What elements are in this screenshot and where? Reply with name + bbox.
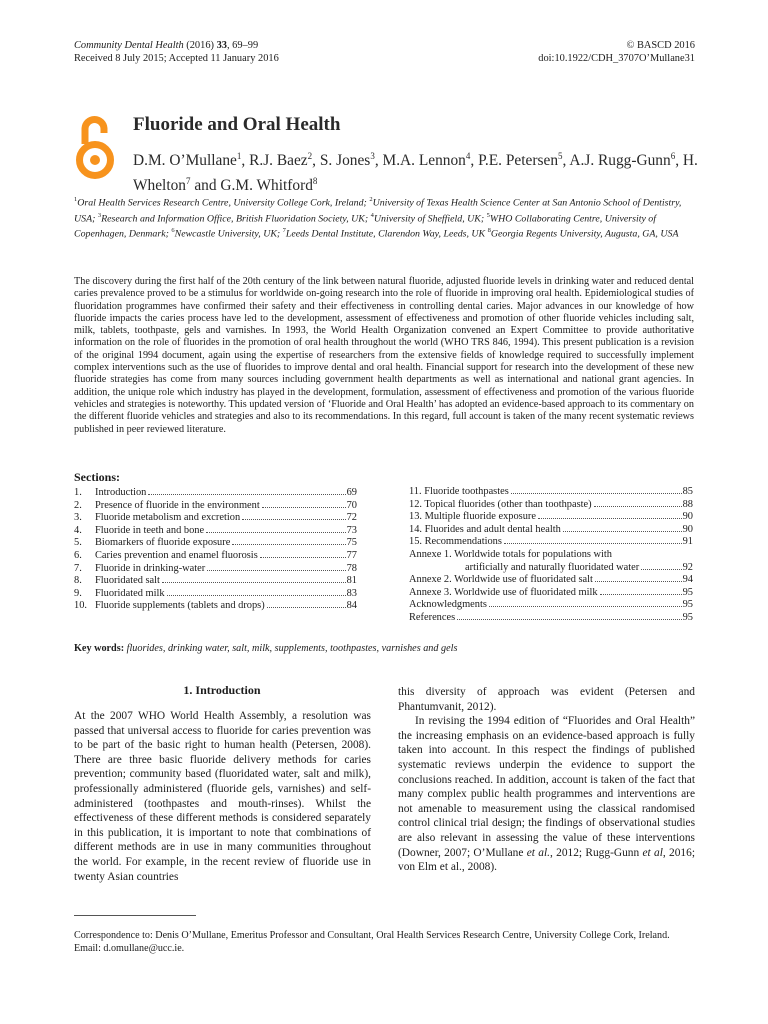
toc-dot-leader: [207, 570, 345, 571]
toc-entry-page: 78: [346, 562, 357, 574]
toc-entry-page: 90: [682, 523, 693, 535]
toc-dot-leader: [489, 606, 682, 607]
toc-entry-label: Fluoridated milk: [95, 587, 165, 599]
author-name: G.M. Whitford: [220, 177, 313, 195]
toc-entry-label: Fluoride supplements (tablets and drops): [95, 600, 265, 612]
toc-dot-leader: [595, 581, 682, 582]
author-affiliation-marker: 2: [307, 151, 313, 161]
toc-dot-leader: [167, 595, 346, 596]
toc-entry-label: 12. Topical fluorides (other than toothpaste): [409, 498, 592, 510]
toc-dot-leader: [206, 532, 346, 533]
affiliation-text: University of Sheffield, UK;: [373, 213, 487, 224]
toc-entry: [409, 536, 693, 549]
affiliation-marker: 7: [282, 227, 286, 235]
toc-entry-page: 90: [682, 511, 693, 523]
toc-entry-number: 9.: [74, 587, 82, 599]
toc-entry-page: 81: [346, 575, 357, 587]
toc-entry-label: References: [409, 611, 456, 623]
author-affiliation-marker: 4: [465, 151, 471, 161]
toc-dot-leader: [242, 519, 345, 520]
affiliation-text: Research and Information Office, British Fluoridation Society, UK;: [101, 213, 371, 224]
toc-dot-leader: [538, 518, 682, 519]
toc-entry-label: 11. Fluoride toothpastes: [409, 486, 509, 497]
affiliation-text: University of Texas Health Science Center at San Antonio School of Dentistry, USA;: [74, 197, 682, 224]
toc-entry-page: 72: [346, 512, 357, 524]
toc-entry: [74, 487, 357, 500]
toc-entry-label: 15. Recommendations: [409, 536, 502, 548]
author-name: D.M. O’Mullane: [133, 152, 237, 170]
running-header-right: [538, 39, 695, 65]
journal-citation: Community Dental Health (2016) 33, 69–99: [74, 40, 259, 51]
affiliation-marker: 6: [171, 227, 175, 235]
toc-entry: [409, 612, 693, 625]
author-affiliation-marker: 8: [312, 176, 318, 187]
toc-entry: [74, 575, 357, 588]
abstract: The discovery during the first half of the 20th century of the link between natural fluoride, adjusted fluoride levels in drinking water and reduced dental caries prevalence proved to be a stimulus for worldwide on-going research into the role of fluoride in improving oral health. Epidemiological studies of fluoridation programmes have confirmed their safety and their effectiveness in controlling dental caries. Major advances in our knowledge of how fluoride impacts the caries process have led to the development, assessment of effectiveness and promotion of other fluoride vehicles including salt, milk, tablets, toothpaste, gels and varnishes. In 1993, the World Health Organization convened an Expert Committee to provide authoritative information on the role of fluorides in the promotion of oral health throughout the world (WHO TRS 846, 1994). This present publication is a revision of the original 1994 document, again using the expertise of researchers from the extensive fields of knowledge required to successfully implement complex interventions such as the use of fluorides to improve dental and oral health. Financial support for research into the development of these new fluoride strategies has come from many sources including government health departments as well as international and national grant agencies. In addition, the unique role which industry has played in the development, formulation, assessment of effectiveness and promotion of the various fluoride vehicles and strategies is noteworthy. This updated version of ‘Fluoride and Oral Health’ has adopted an evidence-based approach to its commentary on the different fluoride vehicles and strategies and also to its recommendations. In this regard, full account is taken of the many recent systematic reviews published in peer reviewed literature.: [74, 276, 694, 435]
affiliation-marker: 8: [487, 227, 491, 235]
toc-entry-label: Fluoridated salt: [95, 575, 160, 587]
sections-heading: Sections:: [74, 470, 120, 484]
footnote-divider: [74, 915, 196, 916]
toc-entry: [409, 511, 693, 524]
toc-entry-label: Caries prevention and enamel fluorosis: [95, 549, 258, 561]
toc-entry-number: 7.: [74, 562, 82, 574]
author-name: M.A. Lennon: [382, 152, 466, 170]
toc-entry-label: Fluoride in drinking-water: [95, 562, 206, 574]
toc-entry-number: 2.: [74, 499, 82, 511]
toc-entry-page: 70: [346, 499, 357, 511]
toc-entry-page: 95: [682, 611, 693, 623]
author-affiliation-marker: 5: [558, 151, 563, 161]
toc-dot-leader: [563, 531, 682, 532]
copyright: © BASCD 2016: [626, 40, 695, 51]
author-name: A.J. Rugg-Gunn: [569, 152, 671, 170]
toc-entry: [74, 600, 357, 613]
affiliation-marker: 3: [97, 211, 102, 219]
toc-right-column: [409, 486, 693, 625]
toc-entry-label: artificially and naturally fluoridated water: [465, 561, 640, 573]
journal-name: Community Dental Health: [74, 40, 184, 51]
correspondence-footnote: Correspondence to: Denis O’Mullane, Emeritus Professor and Consultant, Oral Health Services Research Centre, University College Cork, Ireland. Email: d.omullane@ucc.ie.: [74, 930, 670, 954]
toc-dot-leader: [148, 494, 345, 495]
intro-paragraph-1: At the 2007 WHO World Health Assembly, a resolution was passed that universal access to fluoride for caries prevention was to be part of the basic right to human health (Petersen, 2008). There are three basic fluoride delivery methods for caries prevention; community based (fluoridated water, salt and milk), professionally administered (fluoride gels, varnishes) and self-administered (toothpastes and mouth-rinses). Whilst the effectiveness of these different methods is considered separately in this publication, it is important to note that combinations of different methods are in use in many communities throughout the world. For example, in the recent review of fluoride use in twenty Asian countries: [74, 710, 371, 883]
toc-entry: [409, 524, 693, 537]
toc-entry: [74, 550, 357, 563]
toc-entry-page: 69: [346, 487, 357, 498]
toc-entry: [409, 549, 693, 562]
affiliation-text: WHO Collaborating Centre, University of Copenhagen, Denmark;: [74, 213, 656, 240]
toc-left-column: [74, 487, 357, 613]
body-column-left: [74, 709, 371, 884]
toc-dot-leader: [511, 493, 682, 494]
intro-paragraph-1-continued: this diversity of approach was evident (Petersen and Phantumvanit, 2012).: [398, 686, 695, 713]
toc-entry-page: 91: [682, 536, 693, 548]
affiliation-marker: 1: [74, 196, 78, 203]
received-dates: Received 8 July 2015; Accepted 11 January 2016: [74, 53, 279, 64]
toc-entry-number: 5.: [74, 537, 82, 549]
affiliation-text: Leeds Dental Institute, Clarendon Way, Leeds, UK: [285, 228, 488, 240]
toc-entry-number: 4.: [74, 524, 82, 536]
toc-entry-label: Annexe 3. Worldwide use of fluoridated milk: [409, 586, 598, 598]
toc-entry-label: Introduction: [95, 487, 147, 498]
affiliation-marker: 2: [369, 196, 373, 203]
toc-entry-page: 75: [346, 537, 357, 549]
toc-entry-page: 77: [346, 549, 357, 561]
toc-entry-page: 88: [682, 498, 693, 510]
affiliation-marker: 4: [370, 211, 374, 219]
toc-entry-number: 1.: [74, 487, 82, 498]
toc-entry-page: 84: [346, 600, 357, 612]
body-column-right: [398, 685, 695, 875]
affiliation-marker: 5: [486, 211, 490, 219]
section-heading-introduction: 1. Introduction: [183, 683, 261, 697]
toc-dot-leader: [641, 569, 681, 570]
author-name: H. Whelton: [133, 152, 698, 195]
toc-entry-label: 14. Fluorides and adult dental health: [409, 523, 561, 535]
intro-paragraph-2: In revising the 1994 edition of “Fluorides and Oral Health” the increasing emphasis on an evidence-based approach is fully taken into account. In this respect the findings of published systematic reviews underpin the evidence to support the conclusions reached. In addition, account is taken of the fact that many complex public health programmes and interventions are not amenable to measurement using the classical randomised control clinical trial design; the findings of observational studies are also relevant in assessing the value of these interventions (Downer, 2007; O’Mullane et al., 2012; Rugg-Gunn et al, 2016; von Elm et al., 2008).: [398, 715, 695, 874]
toc-entry-number: 6.: [74, 549, 82, 561]
toc-dot-leader: [162, 582, 346, 583]
toc-entry-page: 95: [682, 599, 693, 611]
toc-dot-leader: [260, 557, 346, 558]
toc-entry-page: 83: [346, 587, 357, 599]
author-list: D.M. O’Mullane$^1$, R.J. Baez$^2$, S. Jones$^3$, M.A. Lennon$^4$, P.E. Petersen$^5$, A.J. Rugg-Gunn$^6$, H. Whelton$^7$ and G.M. Whitford$^8$: [133, 151, 698, 195]
author-affiliation-marker: 1: [236, 151, 242, 161]
toc-entry-number: 3.: [74, 512, 82, 524]
toc-entry-label: Biomarkers of fluoride exposure: [95, 537, 231, 549]
toc-entry-page: 85: [682, 486, 693, 497]
author-affiliation-marker: 6: [670, 151, 676, 161]
author-name: S. Jones: [319, 152, 371, 170]
toc-entry-label: 13. Multiple fluoride exposure: [409, 511, 536, 523]
toc-entry-page: 95: [682, 586, 693, 598]
toc-dot-leader: [457, 619, 681, 620]
toc-entry-label: Annexe 1. Worldwide totals for populations with: [409, 548, 613, 560]
toc-dot-leader: [232, 544, 345, 545]
toc-entry-number: 8.: [74, 575, 82, 587]
author-name: R.J. Baez: [249, 152, 308, 170]
article-title: Fluoride and Oral Health: [133, 114, 341, 135]
affiliation-text: Newcastle University, UK;: [174, 228, 283, 240]
toc-entry: [74, 500, 357, 513]
toc-dot-leader: [594, 506, 682, 507]
toc-dot-leader: [267, 607, 346, 608]
toc-entry: [74, 512, 357, 525]
toc-entry-label: Presence of fluoride in the environment: [95, 499, 260, 511]
keywords-text: fluorides, drinking water, salt, milk, supplements, toothpastes, varnishes and gels: [126, 643, 458, 654]
toc-entry: [409, 599, 693, 612]
author-name: P.E. Petersen: [478, 152, 559, 170]
open-access-lock-icon: [74, 113, 116, 181]
toc-dot-leader: [262, 507, 346, 508]
toc-dot-leader: [600, 594, 682, 595]
toc-entry: [409, 486, 693, 499]
toc-entry: [74, 563, 357, 576]
affiliation-text: Oral Health Services Research Centre, University College Cork, Ireland;: [77, 197, 370, 209]
toc-entry-label: Acknowledgments: [409, 599, 487, 611]
toc-entry: [74, 525, 357, 538]
toc-entry-page: 92: [682, 561, 693, 573]
affiliations: [74, 194, 696, 241]
toc-entry-number: 10.: [74, 600, 87, 612]
affiliation-text: Georgia Regents University, Augusta, GA, USA: [490, 228, 679, 240]
toc-entry-label: Fluoride metabolism and excretion: [95, 512, 241, 524]
journal-volume: 33: [216, 40, 227, 51]
author-affiliation-marker: 3: [370, 151, 375, 161]
toc-entry-page: 73: [346, 524, 357, 536]
toc-entry: [74, 537, 357, 550]
author-affiliation-marker: 7: [186, 176, 191, 187]
toc-entry: [74, 588, 357, 601]
toc-entry: [409, 499, 693, 512]
toc-entry: [409, 587, 693, 600]
keywords-label: Key words:: [74, 643, 127, 654]
toc-entry: [409, 574, 693, 587]
running-header-left: [74, 39, 279, 65]
keywords: [74, 643, 457, 654]
toc-entry-label: Annexe 2. Worldwide use of fluoridated salt: [409, 574, 593, 586]
doi: doi:10.1922/CDH_3707O’Mullane31: [538, 53, 695, 64]
toc-entry: [409, 562, 693, 575]
toc-dot-leader: [504, 543, 682, 544]
toc-entry-page: 94: [682, 574, 693, 586]
toc-entry-label: Fluoride in teeth and bone: [95, 524, 205, 536]
